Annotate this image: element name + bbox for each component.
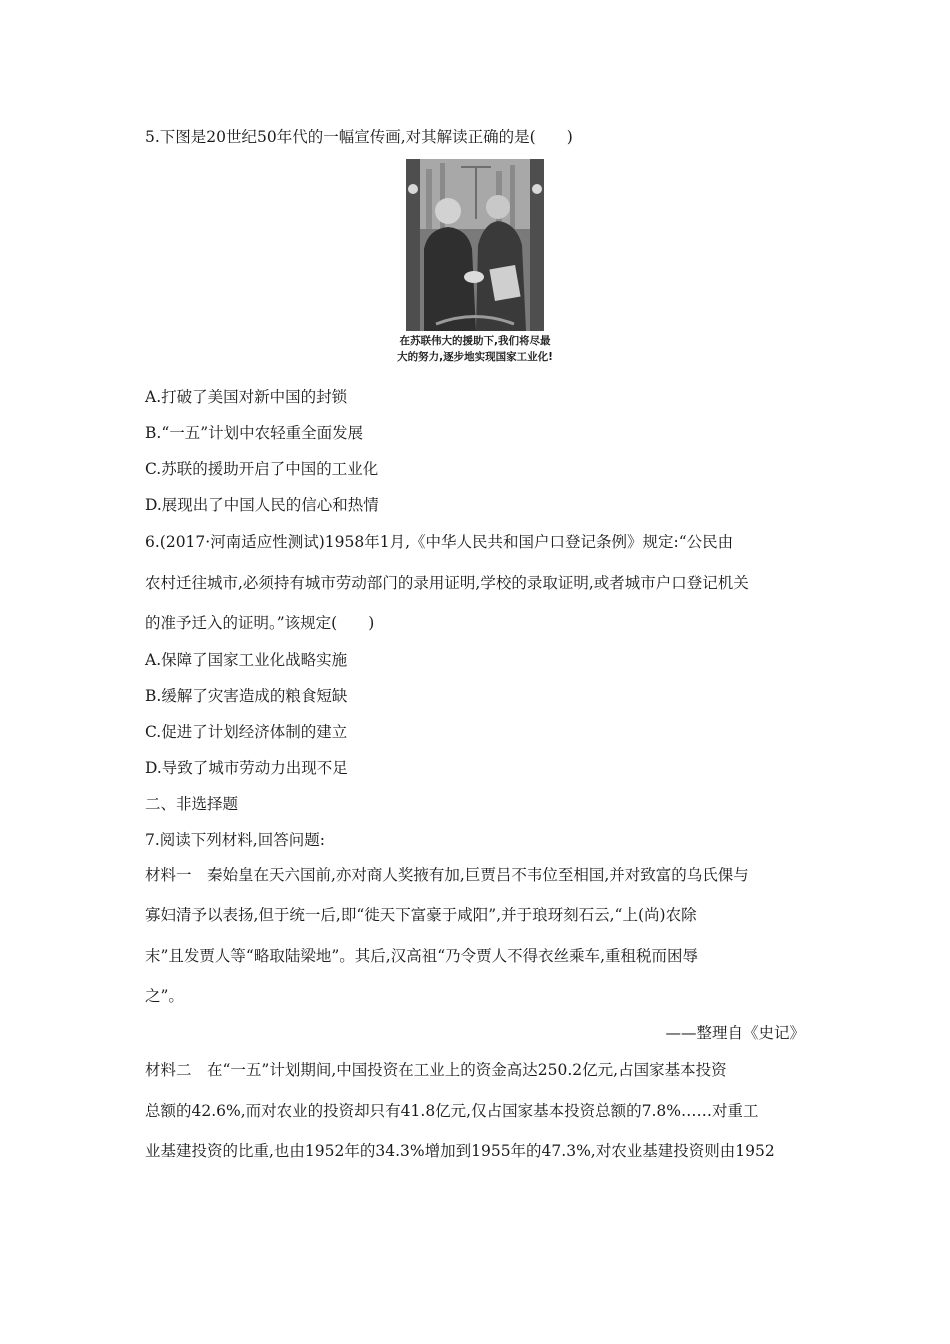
q6-stem-line-1: 6.(2017·河南适应性测试)1958年1月,《中华人民共和国户口登记条例》规定:“公民由 xyxy=(145,533,734,551)
q7-material1-source: ——整理自《史记》 xyxy=(665,1024,805,1042)
q5-stem: 5.下图是20世纪50年代的一幅宣传画,对其解读正确的是( ) xyxy=(145,128,573,146)
q5-option-d: D.展现出了中国人民的信心和热情 xyxy=(145,496,379,514)
q7-material1-line-2: 寡妇清予以表扬,但于统一后,即“徙天下富豪于咸阳”,并于琅玡刻石云,“上(尚)农除 xyxy=(145,906,697,924)
q6-option-a: A.保障了国家工业化战略实施 xyxy=(145,651,348,669)
q7-material1-line-4: 之”。 xyxy=(145,987,184,1005)
propaganda-poster-image xyxy=(406,159,544,331)
q6-option-d: D.导致了城市劳动力出现不足 xyxy=(145,759,348,777)
q5-option-b: B.“一五”计划中农轻重全面发展 xyxy=(145,424,364,442)
poster-caption-line-2: 大的努力,逐步地实现国家工业化! xyxy=(397,351,553,363)
q6-stem-line-3: 的准予迁入的证明。”该规定( ) xyxy=(145,614,375,632)
q6-option-b: B.缓解了灾害造成的粮食短缺 xyxy=(145,687,348,705)
q7-material1-line-3: 末”且发贾人等“略取陆梁地”。其后,汉高祖“乃令贾人不得衣丝乘车,重租税而困辱 xyxy=(145,947,699,965)
q7-material2-line-2: 总额的42.6%,而对农业的投资却只有41.8亿元,仅占国家基本投资总额的7.8%……对重工 xyxy=(145,1102,759,1120)
q6-stem-line-2: 农村迁往城市,必须持有城市劳动部门的录用证明,学校的录取证明,或者城市户口登记机关 xyxy=(145,574,749,592)
section-title: 二、非选择题 xyxy=(145,795,239,813)
q7-material1-line-1: 材料一 秦始皇在天六国前,亦对商人奖掖有加,巨贾吕不韦位至相国,并对致富的乌氏倮与 xyxy=(145,866,749,884)
q7-stem: 7.阅读下列材料,回答问题: xyxy=(145,831,325,849)
q7-material2-line-3: 业基建投资的比重,也由1952年的34.3%增加到1955年的47.3%,对农业基建投资则由1952 xyxy=(145,1142,775,1160)
poster-caption-line-1: 在苏联伟大的援助下,我们将尽最 xyxy=(399,335,551,347)
q5-option-c: C.苏联的援助开启了中国的工业化 xyxy=(145,460,379,478)
q6-option-c: C.促进了计划经济体制的建立 xyxy=(145,723,348,741)
q5-option-a: A.打破了美国对新中国的封锁 xyxy=(145,388,348,406)
q7-material2-line-1: 材料二 在“一五”计划期间,中国投资在工业上的资金高达250.2亿元,占国家基本投资 xyxy=(145,1061,727,1079)
